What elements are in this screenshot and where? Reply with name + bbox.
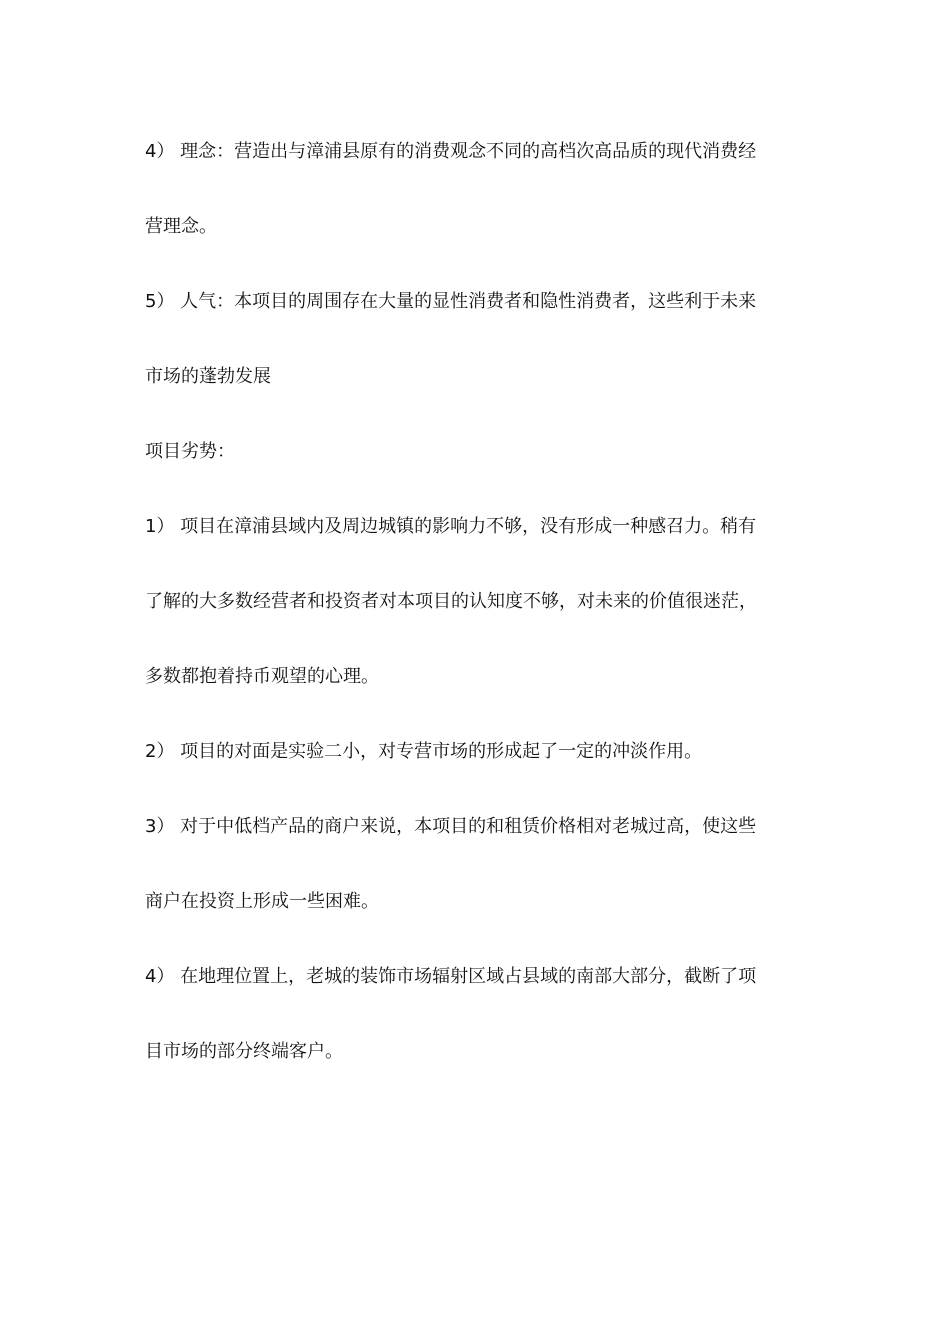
text-line-disadvantage-4: 4） 在地理位置上，老城的装饰市场辐射区域占县域的南部大部分，截断了项 <box>145 966 757 987</box>
text-line-disadvantage-3-cont: 商户在投资上形成一些困难。 <box>145 891 379 912</box>
text-line-disadvantage-1-cont-b: 多数都抱着持币观望的心理。 <box>145 666 379 687</box>
document-body <box>145 133 795 1108</box>
text-line-popularity-item-5: 5） 人气：本项目的周围存在大量的显性消费者和隐性消费者，这些利于未来 <box>145 291 757 312</box>
text-line-disadvantage-3: 3） 对于中低档产品的商户来说，本项目的和租赁价格相对老城过高，使这些 <box>145 816 757 837</box>
text-line-disadvantage-2: 2） 项目的对面是实验二小，对专营市场的形成起了一定的冲淡作用。 <box>145 741 703 762</box>
section-heading-disadvantages: 项目劣势： <box>145 441 235 462</box>
text-line-disadvantage-4-cont: 目市场的部分终端客户。 <box>145 1041 343 1062</box>
text-line-disadvantage-1-cont-a: 了解的大多数经营者和投资者对本项目的认知度不够，对未来的价值很迷茫， <box>145 591 757 612</box>
text-line-concept-item-4: 4） 理念：营造出与漳浦县原有的消费观念不同的高档次高品质的现代消费经 <box>145 141 757 162</box>
text-line-disadvantage-1: 1） 项目在漳浦县域内及周边城镇的影响力不够，没有形成一种感召力。稍有 <box>145 516 757 537</box>
text-line-concept-item-4-cont: 营理念。 <box>145 216 217 237</box>
text-line-popularity-item-5-cont: 市场的蓬勃发展 <box>145 366 271 387</box>
